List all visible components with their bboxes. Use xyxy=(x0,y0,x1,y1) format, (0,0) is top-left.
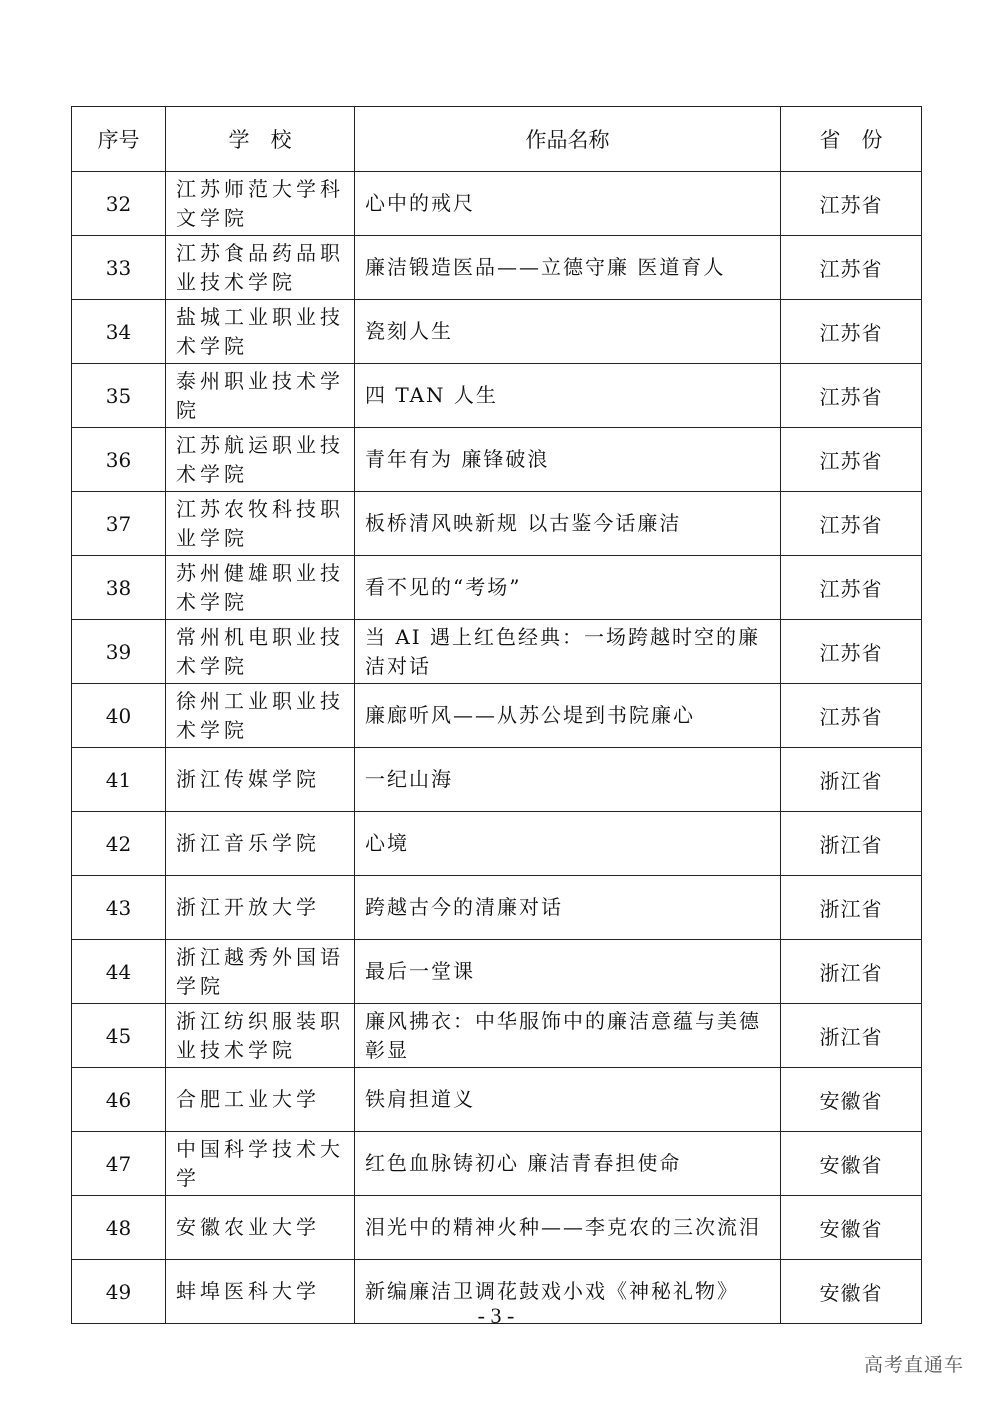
header-school: 学 校 xyxy=(166,107,355,172)
province-name: 浙江省 xyxy=(781,748,922,812)
school-name: 泰州职业技术学院 xyxy=(166,364,355,428)
work-title: 板桥清风映新规 以古鉴今话廉洁 xyxy=(355,492,781,556)
table-row xyxy=(72,1196,922,1260)
row-number: 47 xyxy=(72,1132,166,1196)
row-number: 38 xyxy=(72,556,166,620)
table-row xyxy=(72,812,922,876)
row-number: 45 xyxy=(72,1004,166,1068)
table-row xyxy=(72,364,922,428)
table-body xyxy=(72,172,922,1324)
school-name: 浙江音乐学院 xyxy=(166,812,355,876)
province-name: 浙江省 xyxy=(781,940,922,1004)
table-row xyxy=(72,876,922,940)
province-name: 江苏省 xyxy=(781,620,922,684)
province-name: 江苏省 xyxy=(781,428,922,492)
school-name: 苏州健雄职业技术学院 xyxy=(166,556,355,620)
province-name: 浙江省 xyxy=(781,876,922,940)
province-name: 浙江省 xyxy=(781,812,922,876)
school-name: 盐城工业职业技术学院 xyxy=(166,300,355,364)
school-name: 中国科学技术大学 xyxy=(166,1132,355,1196)
work-title: 四 TAN 人生 xyxy=(355,364,781,428)
school-name: 江苏食品药品职业技术学院 xyxy=(166,236,355,300)
province-name: 江苏省 xyxy=(781,684,922,748)
header-work: 作品名称 xyxy=(355,107,781,172)
table-row xyxy=(72,1068,922,1132)
table-row xyxy=(72,940,922,1004)
province-name: 安徽省 xyxy=(781,1196,922,1260)
table-row xyxy=(72,492,922,556)
province-name: 江苏省 xyxy=(781,556,922,620)
work-title: 廉洁锻造医品——立德守廉 医道育人 xyxy=(355,236,781,300)
work-title: 廉风拂衣：中华服饰中的廉洁意蕴与美德彰显 xyxy=(355,1004,781,1068)
header-province: 省 份 xyxy=(781,107,922,172)
work-title: 泪光中的精神火种——李克农的三次流泪 xyxy=(355,1196,781,1260)
award-table xyxy=(71,106,922,1324)
school-name: 浙江越秀外国语学院 xyxy=(166,940,355,1004)
work-title: 看不见的“考场” xyxy=(355,556,781,620)
school-name: 浙江开放大学 xyxy=(166,876,355,940)
work-title: 新编廉洁卫调花鼓戏小戏《神秘礼物》 xyxy=(355,1260,781,1324)
table-row xyxy=(72,300,922,364)
row-number: 39 xyxy=(72,620,166,684)
table-row xyxy=(72,236,922,300)
work-title: 青年有为 廉锋破浪 xyxy=(355,428,781,492)
row-number: 42 xyxy=(72,812,166,876)
school-name: 江苏农牧科技职业学院 xyxy=(166,492,355,556)
province-name: 浙江省 xyxy=(781,1004,922,1068)
province-name: 安徽省 xyxy=(781,1068,922,1132)
school-name: 安徽农业大学 xyxy=(166,1196,355,1260)
school-name: 江苏航运职业技术学院 xyxy=(166,428,355,492)
row-number: 46 xyxy=(72,1068,166,1132)
row-number: 32 xyxy=(72,172,166,236)
school-name: 徐州工业职业技术学院 xyxy=(166,684,355,748)
row-number: 48 xyxy=(72,1196,166,1260)
work-title: 跨越古今的清廉对话 xyxy=(355,876,781,940)
watermark-text: 高考直通车 xyxy=(863,1354,964,1376)
province-name: 江苏省 xyxy=(781,172,922,236)
header-num: 序号 xyxy=(72,107,166,172)
province-name: 安徽省 xyxy=(781,1132,922,1196)
table-row xyxy=(72,684,922,748)
work-title: 瓷刻人生 xyxy=(355,300,781,364)
table-row xyxy=(72,428,922,492)
school-name: 常州机电职业技术学院 xyxy=(166,620,355,684)
row-number: 43 xyxy=(72,876,166,940)
row-number: 41 xyxy=(72,748,166,812)
school-name: 江苏师范大学科文学院 xyxy=(166,172,355,236)
work-title: 最后一堂课 xyxy=(355,940,781,1004)
row-number: 44 xyxy=(72,940,166,1004)
row-number: 35 xyxy=(72,364,166,428)
table-row xyxy=(72,620,922,684)
work-title: 铁肩担道义 xyxy=(355,1068,781,1132)
table-row xyxy=(72,172,922,236)
work-title: 心境 xyxy=(355,812,781,876)
row-number: 37 xyxy=(72,492,166,556)
page-number: - 3 - xyxy=(477,1303,515,1328)
table-row xyxy=(72,1132,922,1196)
table-row xyxy=(72,1004,922,1068)
table-header-row xyxy=(72,107,922,172)
row-number: 40 xyxy=(72,684,166,748)
table-row xyxy=(72,748,922,812)
province-name: 江苏省 xyxy=(781,236,922,300)
work-title: 心中的戒尺 xyxy=(355,172,781,236)
work-title: 一纪山海 xyxy=(355,748,781,812)
row-number: 34 xyxy=(72,300,166,364)
table-row xyxy=(72,556,922,620)
province-name: 江苏省 xyxy=(781,300,922,364)
school-name: 浙江纺织服装职业技术学院 xyxy=(166,1004,355,1068)
row-number: 36 xyxy=(72,428,166,492)
province-name: 江苏省 xyxy=(781,364,922,428)
school-name: 浙江传媒学院 xyxy=(166,748,355,812)
school-name: 合肥工业大学 xyxy=(166,1068,355,1132)
work-title: 廉廊听风——从苏公堤到书院廉心 xyxy=(355,684,781,748)
row-number: 49 xyxy=(72,1260,166,1324)
school-name: 蚌埠医科大学 xyxy=(166,1260,355,1324)
province-name: 安徽省 xyxy=(781,1260,922,1324)
province-name: 江苏省 xyxy=(781,492,922,556)
work-title: 红色血脉铸初心 廉洁青春担使命 xyxy=(355,1132,781,1196)
work-title: 当 AI 遇上红色经典：一场跨越时空的廉洁对话 xyxy=(355,620,781,684)
row-number: 33 xyxy=(72,236,166,300)
